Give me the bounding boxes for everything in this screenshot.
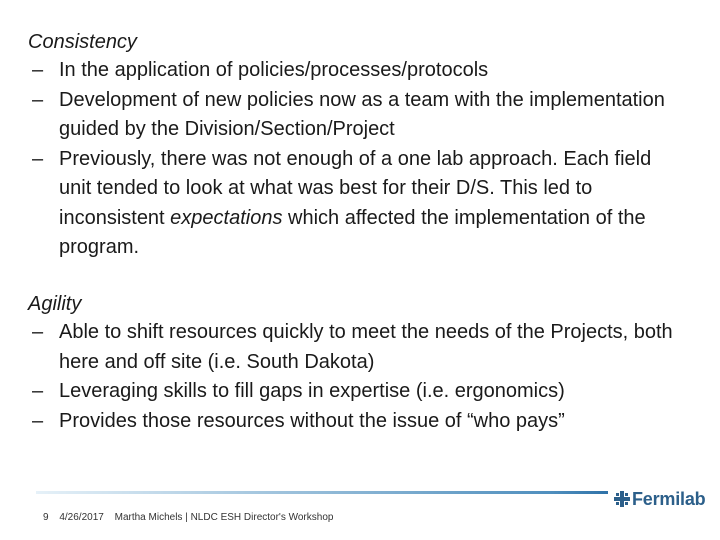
list-item [28, 86, 688, 145]
dash-bullet: – [32, 59, 44, 81]
dash-bullet: – [32, 321, 44, 343]
list-item [28, 145, 688, 263]
item-text: Previously, there was not enough of a one lab approach. Each field unit tended to look at what was best for their D/S. This led to inconsistent [59, 147, 652, 229]
dash-bullet: – [32, 147, 44, 170]
item-text: Leveraging skills to fill gaps in expertise (i.e. ergonomics) [59, 380, 565, 402]
list-item [28, 318, 688, 377]
section-agility [28, 290, 688, 436]
item-text-emphasis: expectations [170, 206, 283, 229]
footer-presenter: Martha Michels | NLDC ESH Director's Workshop [114, 512, 334, 523]
dash-bullet: – [32, 380, 44, 402]
section-consistency [28, 28, 688, 263]
item-text: Development of new policies now as a team with the implementation guided by the Division/Section/Project [59, 88, 665, 140]
item-text: Provides those resources without the issue of “who pays” [59, 409, 565, 432]
footer [43, 512, 341, 523]
footer-date: 4/26/2017 [59, 512, 104, 523]
fermilab-logo-icon [614, 491, 630, 507]
item-text: which affected the implementation of the program. [59, 206, 646, 258]
dash-bullet: – [32, 409, 44, 432]
list-item [28, 56, 688, 86]
footer-rule [36, 491, 608, 494]
item-text: Able to shift resources quickly to meet the needs of the Projects, both here and off site (i.e. South Dakota) [59, 321, 673, 373]
page-number: 9 [43, 512, 49, 523]
bullet-list [28, 318, 688, 436]
fermilab-logo [614, 486, 705, 512]
bullet-list [28, 56, 688, 263]
dash-bullet: – [32, 88, 44, 111]
section-heading: Agility [28, 293, 82, 315]
item-text: In the application of policies/processes/protocols [59, 59, 489, 81]
section-heading: Consistency [28, 31, 137, 53]
list-item [28, 407, 688, 437]
logo-text: Fermilab [632, 488, 706, 509]
list-item [28, 377, 688, 407]
